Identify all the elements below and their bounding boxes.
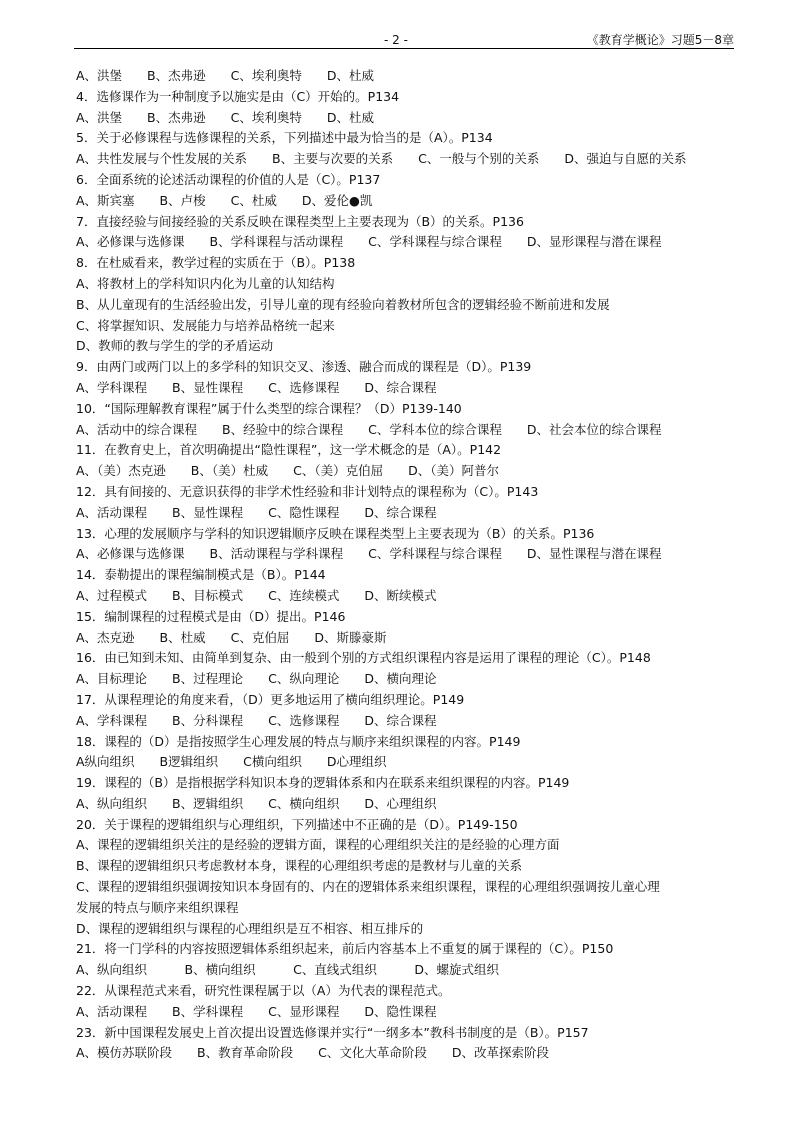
- text-line: A、纵向组织 B、逻辑组织 C、横向组织 D、心理组织: [76, 795, 437, 811]
- text-line: 18．课程的（D）是指按照学生心理发展的特点与顺序来组织课程的内容。P149: [76, 733, 521, 749]
- text-line: A、学科课程 B、分科课程 C、选修课程 D、综合课程: [76, 712, 437, 728]
- text-line: A、杰克逊 B、杜威 C、克伯屈 D、斯滕豪斯: [76, 629, 387, 645]
- text-line: 17．从课程理论的角度来看，（D）更多地运用了横向组织理论。P149: [76, 691, 465, 707]
- text-line: 22．从课程范式来看，研究性课程属于以（A）为代表的课程范式。: [76, 983, 451, 999]
- text-line: A、活动中的综合课程 B、经验中的综合课程 C、学科本位的综合课程 D、社会本位的综合课程: [76, 421, 662, 437]
- text-line: A、（美）杰克逊 B、（美）杜威 C、（美）克伯屈 D、（美）阿普尔: [76, 463, 499, 479]
- text-line: 9．由两门或两门以上的多学科的知识交叉、渗透、融合而成的课程是（D）。P139: [76, 359, 532, 375]
- text-line: 发展的特点与顺序来组织课程: [76, 899, 239, 915]
- book-title: 《教育学概论》习题5－8章: [586, 33, 734, 47]
- text-line: 19．课程的（B）是指根据学科知识本身的逻辑体系和内在联系来组织课程的内容。P149: [76, 775, 570, 791]
- page-header: [74, 31, 734, 49]
- page-number: - 2 -: [384, 33, 408, 47]
- text-line: A、必修课与选修课 B、学科课程与活动课程 C、学科课程与综合课程 D、显形课程与潜在课程: [76, 234, 662, 250]
- text-line: A、活动课程 B、学科课程 C、显形课程 D、隐性课程: [76, 1003, 437, 1019]
- text-line: 21．将一门学科的内容按照逻辑体系组织起来，前后内容基本上不重复的属于课程的（C）。P150: [76, 941, 614, 957]
- text-line: 14．泰勒提出的课程编制模式是（B）。P144: [76, 567, 326, 583]
- text-line: A、活动课程 B、显性课程 C、隐性课程 D、综合课程: [76, 504, 437, 520]
- text-line: D、教师的教与学生的学的矛盾运动: [76, 338, 274, 354]
- text-line: A、课程的逻辑组织关注的是经验的逻辑方面，课程的心理组织关注的是经验的心理方面: [76, 837, 560, 853]
- text-line: 6．全面系统的论述活动课程的价值的人是（C）。P137: [76, 171, 381, 187]
- text-line: C、将掌握知识、发展能力与培养品格统一起来: [76, 317, 335, 333]
- text-line: 20．关于课程的逻辑组织与心理组织，下列描述中不正确的是（D）。P149-150: [76, 816, 518, 832]
- text-line: 15．编制课程的过程模式是由（D）提出。P146: [76, 608, 346, 624]
- text-line: A、纵向组织 B、横向组织 C、直线式组织 D、螺旋式组织: [76, 962, 499, 978]
- text-line: B、从儿童现有的生活经验出发，引导儿童的现有经验向着教材所包含的逻辑经验不断前进和发展: [76, 296, 610, 312]
- text-line: A、斯宾塞 B、卢梭 C、杜威 D、爱伦●凯: [76, 192, 373, 208]
- text-line: 10．“国际理解教育课程”属于什么类型的综合课程？（D）P139-140: [76, 400, 462, 416]
- text-line: D、课程的逻辑组织与课程的心理组织是互不相容、相互排斥的: [76, 920, 424, 936]
- text-line: 11．在教育史上，首次明确提出“隐性课程”，这一学术概念的是（A）。P142: [76, 442, 502, 458]
- text-line: A、共性发展与个性发展的关系 B、主要与次要的关系 C、一般与个别的关系 D、强迫与自愿的关系: [76, 151, 687, 167]
- text-line: A、目标理论 B、过程理论 C、纵向理论 D、横向理论: [76, 671, 437, 687]
- text-line: 5．关于必修课程与选修课程的关系，下列描述中最为恰当的是（A）。P134: [76, 130, 493, 146]
- text-line: 23．新中国课程发展史上首次提出设置选修课并实行“一纲多本”教科书制度的是（B）。P157: [76, 1024, 589, 1040]
- text-line: A、模仿苏联阶段 B、教育革命阶段 C、文化大革命阶段 D、改革探索阶段: [76, 1045, 549, 1061]
- text-line: 13．心理的发展顺序与学科的知识逻辑顺序反映在课程类型上主要表现为（B）的关系。P136: [76, 525, 595, 541]
- text-line: 4．选修课作为一种制度予以施实是由（C）开始的。P134: [76, 88, 400, 104]
- text-line: 16．由已知到未知、由简单到复杂、由一般到个别的方式组织课程内容是运用了课程的理论（C）。P148: [76, 650, 651, 666]
- question-list: [76, 66, 736, 1064]
- text-line: C、课程的逻辑组织强调按知识本身固有的、内在的逻辑体系来组织课程，课程的心理组织强调按儿童心理: [76, 879, 660, 895]
- text-line: A、必修课与选修课 B、活动课程与学科课程 C、学科课程与综合课程 D、显性课程与潜在课程: [76, 546, 662, 562]
- text-line: A、洪堡 B、杰弗逊 C、埃利奥特 D、杜威: [76, 68, 374, 83]
- text-line: A、过程模式 B、目标模式 C、连续模式 D、断续模式: [76, 587, 437, 603]
- text-line: 7．直接经验与间接经验的关系反映在课程类型上主要表现为（B）的关系。P136: [76, 213, 524, 229]
- text-line: 8．在杜威看来，教学过程的实质在于（B）。P138: [76, 255, 356, 271]
- text-line: A、将教材上的学科知识内化为儿童的认知结构: [76, 275, 335, 291]
- text-line: A纵向组织 B逻辑组织 C横向组织 D心理组织: [76, 754, 387, 770]
- text-line: 12．具有间接的、无意识获得的非学术性经验和非计划特点的课程称为（C）。P143: [76, 483, 539, 499]
- text-line: B、课程的逻辑组织只考虑教材本身，课程的心理组织考虑的是教材与儿童的关系: [76, 858, 523, 874]
- text-line: A、洪堡 B、杰弗逊 C、埃利奥特 D、杜威: [76, 109, 374, 125]
- text-line: A、学科课程 B、显性课程 C、选修课程 D、综合课程: [76, 379, 437, 395]
- header-rule: [74, 48, 734, 49]
